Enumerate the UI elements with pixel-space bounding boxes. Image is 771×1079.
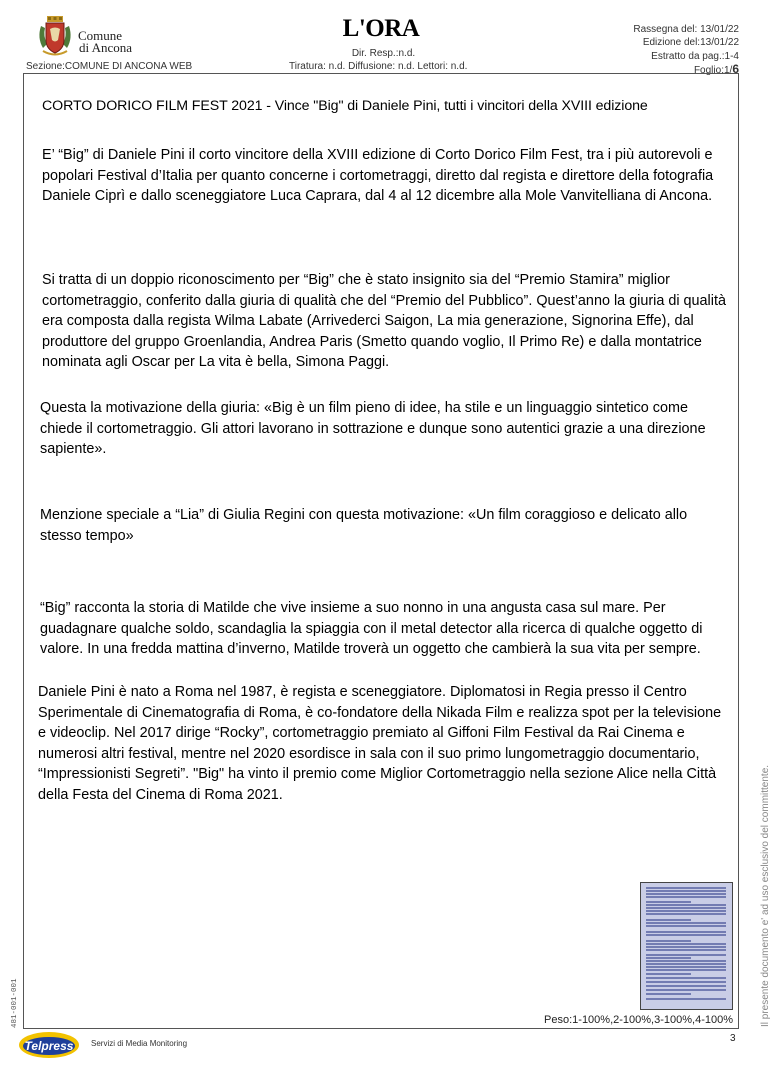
svg-text:L'ORA: L'ORA (342, 15, 420, 42)
peso-info: Peso:1-100%,2-100%,3-100%,4-100% (544, 1014, 733, 1026)
thumbnail-text-line (646, 957, 691, 959)
thumbnail-text-line (646, 963, 726, 965)
thumbnail-text-line (646, 901, 691, 903)
newspaper-logo (340, 14, 422, 40)
thumbnail-text-line (646, 896, 726, 898)
thumbnail-text-line (646, 907, 726, 909)
svg-text:Telpress: Telpress (24, 1039, 74, 1053)
thumbnail-text-line (646, 890, 726, 892)
thumbnail-text-line (646, 977, 726, 979)
thumbnail-text-line (646, 919, 691, 921)
article-paragraph: E’ “Big” di Daniele Pini il corto vincitore della XVIII edizione di Corto Dorico Film Fest, tra i più autorevoli e popolari Festival d’Italia per quanto concerne i cortometraggi, diretto dal regista e direttore della fotografia Daniele Ciprì e dallo sceneggiatore Luca Caprara, dal 4 al 12 dicembre alla Mole Vanvitelliana di Ancona. (42, 147, 714, 204)
foglio-label: Foglio:1/ (693, 65, 733, 77)
page-number: 3 (730, 1033, 736, 1044)
article-headline: CORTO DORICO FILM FEST 2021 - Vince "Big" di Daniele Pini, tutti i vincitori della XVIII edizione (42, 98, 648, 114)
thumbnail-text-line (646, 966, 726, 968)
tiratura-info: Tiratura: n.d. Diffusione: n.d. Lettori: n.d. (289, 61, 468, 72)
thumbnail-text-line (646, 960, 726, 962)
thumbnail-text-line (646, 946, 726, 948)
article-frame (23, 73, 739, 1029)
article-paragraph: Questa la motivazione della giuria: «Big è un film pieno di idee, ha stile e un linguaggio sintetico come chiede il cortometraggio. Gli attori lavorano in sottrazione e dunque sono autentici grazie a una direzione sapiente». (40, 400, 706, 457)
thumbnail-text-line (646, 985, 726, 987)
edizione-date: Edizione del:13/01/22 (642, 37, 739, 49)
thumbnail-text-line (646, 922, 726, 924)
foglio-total: 6 (732, 62, 739, 77)
thumbnail-text-line (646, 969, 726, 971)
page-thumbnail-icon[interactable] (640, 882, 733, 1010)
thumbnail-text-line (646, 887, 726, 889)
thumbnail-text-line (646, 940, 691, 942)
side-disclaimer: Il presente documento e' ad uso esclusivo del committente. (760, 764, 771, 1027)
thumbnail-text-line (646, 989, 726, 991)
rassegna-meta (633, 23, 739, 78)
article-paragraph: Si tratta di un doppio riconoscimento per “Big” che è stato insignito sia del “Premio Stamira” miglior cortometraggio, conferito dalla giuria di qualità che del “Premio del Pubblico”. Quest’anno la giuria di qualità era composta dalla regista Wilma Labate (Arrivederci Saigon, La mia generazione, Signorina Effe), dal produttore del gruppo Groenlandia, Andrea Paris (Smetto quando voglio, Il Primo Re) e dalla montatrice nominata agli Oscar per La vita è bella, Simona Paggi. (42, 272, 726, 370)
side-code: 481-001-001 (11, 978, 19, 1028)
thumbnail-text-line (646, 949, 726, 951)
article-paragraph: “Big” racconta la storia di Matilde che vive insieme a suo nonno in una angusta casa sul mare. Per guadagnare qualche soldo, scandaglia la spiaggia con il metal detector alla ricerca di qualche oggetto di valore. In una fredda mattina d’inverno, Matilde troverà un oggetto che cambierà la sua vita per sempre. (40, 600, 703, 657)
thumbnail-text-line (646, 998, 726, 1000)
comune-line-1: Comune (78, 28, 123, 43)
thumbnail-text-line (646, 893, 726, 895)
comune-line-2: di Ancona (79, 40, 133, 55)
thumbnail-text-line (646, 934, 726, 936)
thumbnail-text-line (646, 910, 726, 912)
thumbnail-text-line (646, 931, 726, 933)
telpress-logo (18, 1031, 80, 1059)
estratto-pages: Estratto da pag.:1-4 (651, 50, 739, 62)
thumbnail-text-line (646, 954, 726, 956)
thumbnail-text-line (646, 993, 691, 995)
thumbnail-text-line (646, 981, 726, 983)
thumbnail-text-line (646, 925, 726, 927)
thumbnail-text-line (646, 904, 726, 906)
rassegna-date: Rassegna del: 13/01/22 (633, 24, 739, 35)
sezione-label: Sezione:COMUNE DI ANCONA WEB (26, 61, 193, 72)
thumbnail-text-line (646, 913, 726, 915)
telpress-tagline: Servizi di Media Monitoring (91, 1039, 188, 1048)
article-paragraph: Menzione speciale a “Lia” di Giulia Regini con questa motivazione: «Un film coraggioso e delicato allo stesso tempo» (40, 507, 688, 544)
dir-resp: Dir. Resp.:n.d. (351, 48, 416, 59)
thumbnail-text-line (646, 943, 726, 945)
thumbnail-text-line (646, 973, 691, 975)
article-paragraph: Daniele Pini è nato a Roma nel 1987, è regista e sceneggiatore. Diplomatosi in Regia presso il Centro Sperimentale di Cinematografia di Roma, è co-fondatore della Nikada Film e realizza spot per la televisione e videoclip. Nel 2017 dirige “Rocky”, cortometraggio premiato al Giffoni Film Festival da Rai Cinema e numerosi altri festival, mentre nel 2020 esordisce in sala con il suo primo lungometraggio documentario, “Impressionisti Segreti”. "Big" ha vinto il premio come Miglior Cortometraggio nella sezione Alice nella Città della Festa del Cinema di Roma 2021. (38, 684, 722, 803)
